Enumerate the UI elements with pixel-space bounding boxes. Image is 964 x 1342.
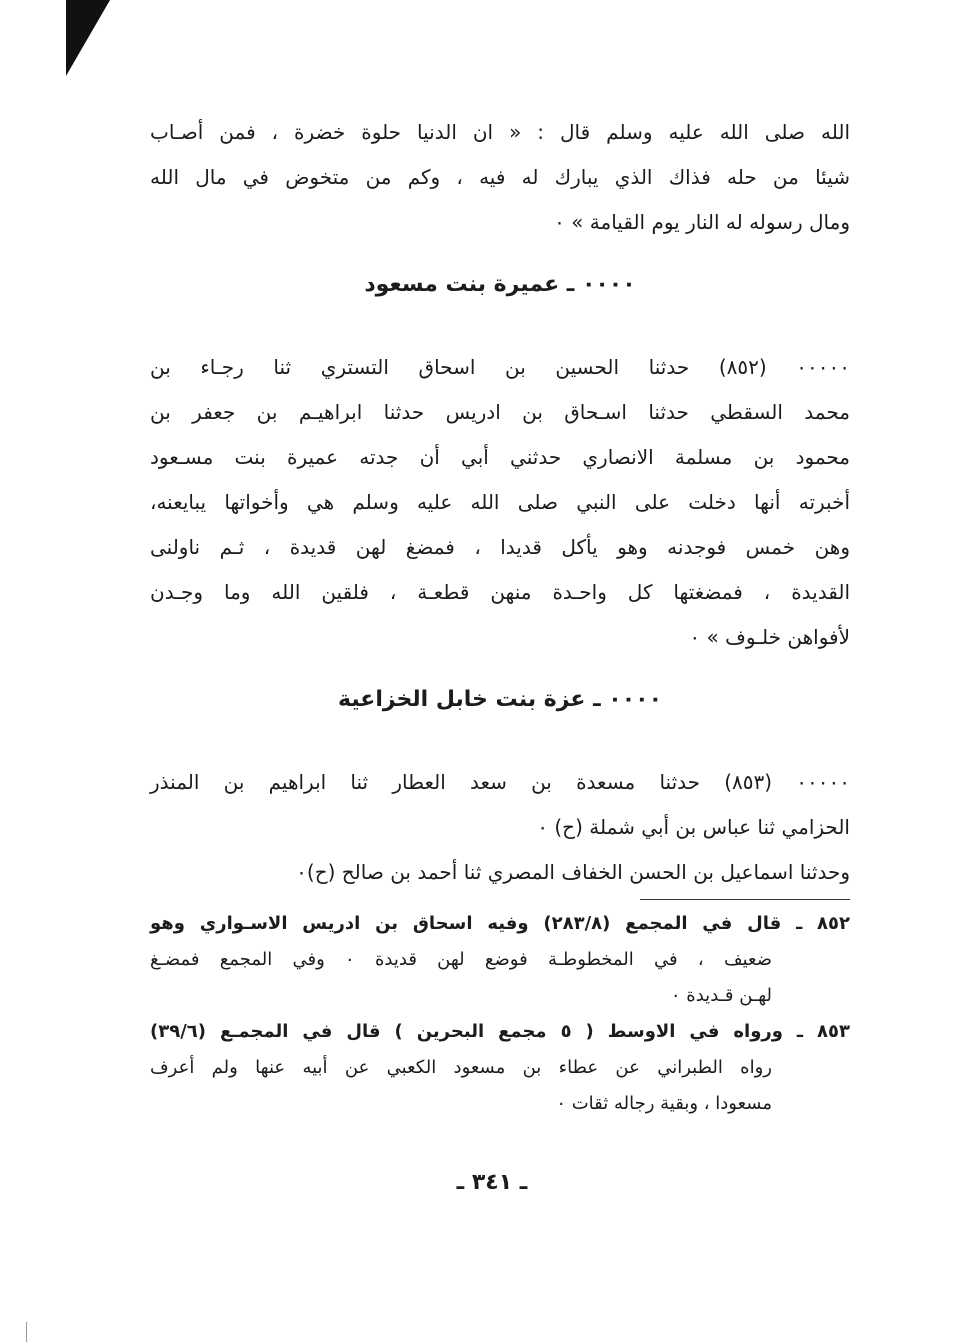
opening-line-2: شيئا من حله فذاك الذي يبارك له فيه ، وكم من متخوض في مال الله [150, 165, 850, 189]
footnote-853-line-3: مسعودا ، وبقية رجاله ثقات ٠ [556, 1093, 772, 1114]
hadith-853-line-3: وحدثنا اسماعيل بن الحسن الخفاف المصري ثنا أحمد بن صالح (ح)٠ [296, 860, 850, 884]
scan-edge-mark [26, 1322, 27, 1342]
section-heading-umaira: ٠٠٠٠ ـ عميرة بنت مسعود [364, 272, 636, 297]
opening-line-1: الله صلى الله عليه وسلم قال : « ان الدنيا حلوة خضرة ، فمن أصـاب [150, 120, 850, 144]
hadith-853-line-1: ٠٠٠٠٠ (٨٥٣) حدثنا مسعدة بن سعد العطار ثنا ابراهيم بن المنذر [150, 770, 850, 794]
hadith-852-line-7: لأفواهن خلـوف » ٠ [689, 625, 850, 649]
corner-scan-mark [66, 0, 110, 76]
footnote-853-line-2: رواه الطبراني عن عطاء بن مسعود الكعبي عن أبيه عنها ولم أعرف [150, 1057, 772, 1078]
footnote-divider [640, 899, 850, 900]
footnote-853-line-1: ٨٥٣ ـ ورواه في الاوسط ( ٥ مجمع البحرين ) قال في المجمـع (٣٩/٦) [150, 1021, 850, 1042]
hadith-852-line-6: القديدة ، فمضغتها كل واحـدة منهن قطعـة ، فلقين الله وما وجـدن [150, 580, 850, 604]
hadith-852-line-1: ٠٠٠٠٠ (٨٥٢) حدثنا الحسين بن اسحاق التستري ثنا رجـاء بن [150, 355, 850, 379]
hadith-852-line-5: وهن خمس فوجدنه وهو يأكل قديدا ، فمضغ لهن قديدة ، ثـم ناولنى [150, 535, 850, 559]
page-number: ـ ٣٤١ ـ [456, 1170, 528, 1195]
footnote-852-line-2: ضعيف ، في المخطوطـة فوضع لهن قديدة ٠ وفي المجمع فمضـغ [150, 949, 772, 970]
hadith-853-line-2: الحزامي ثنا عباس بن أبي شملة (ح) ٠ [537, 815, 850, 839]
footnotes [150, 908, 850, 1120]
page-content [150, 110, 850, 1124]
opening-line-3: ومال رسوله له النار يوم القيامة » ٠ [554, 210, 850, 234]
hadith-852-line-2: محمد السقطي حدثنا اسـحاق بن ادريس حدثنا ابراهيـم بن جعفر بن [150, 400, 850, 424]
footnote-852-line-1: ٨٥٢ ـ قال في المجمع (٢٨٣/٨) وفيه اسحاق بن ادريس الاسـواري وهو [150, 913, 850, 934]
hadith-852-line-3: محمود بن مسلمة الانصاري حدثني أبي أن جدته عميرة بنت مسـعود [150, 445, 850, 469]
footnote-852-line-3: لهـن قـديدة ٠ [670, 985, 772, 1006]
section-heading-azza: ٠٠٠٠ ـ عزة بنت خابل الخزاعية [337, 687, 662, 712]
hadith-852-line-4: أخبرته أنها دخلت على النبي صلى الله عليه وسلم هي وأخواتها يبايعنه، [150, 490, 850, 514]
